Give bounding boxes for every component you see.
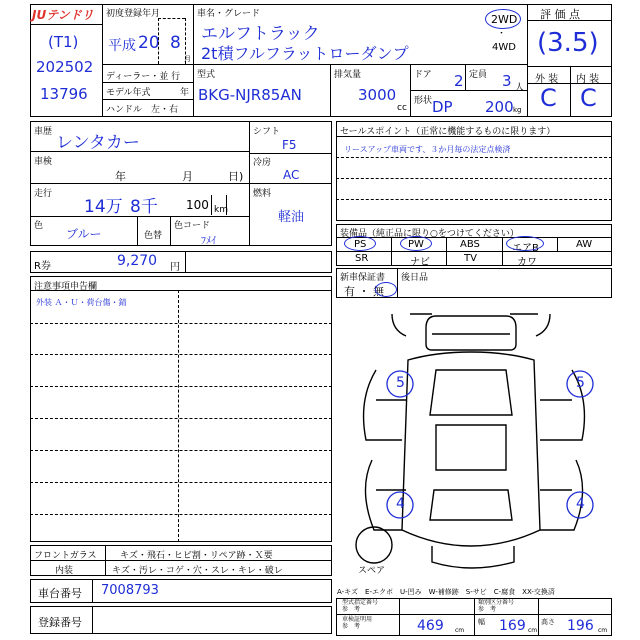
interior-grade-value: C bbox=[580, 84, 597, 112]
model-designation-label: 型式指定番号 参 考 bbox=[342, 599, 379, 613]
rating-value: (3.5) bbox=[537, 28, 599, 58]
interior-label: 内装 bbox=[55, 566, 74, 576]
reg-month: 8 bbox=[170, 33, 181, 53]
color-code-value: ﾌﾒｲ bbox=[201, 236, 216, 247]
front-glass-label: フロントガラス bbox=[34, 551, 97, 561]
capacity-value: 3 bbox=[502, 72, 512, 90]
color-swap-label: 色替 bbox=[144, 231, 163, 241]
equip-abs: ABS bbox=[460, 239, 480, 250]
equip-ps-circle bbox=[344, 236, 376, 251]
height-label: 高さ bbox=[541, 618, 555, 626]
auction-logo: JUテンドリ bbox=[32, 8, 94, 22]
exterior-grade-value: C bbox=[540, 84, 557, 112]
equip-navi: ナビ bbox=[410, 257, 430, 268]
sales-point-line1: リースアップ車両です、３か月毎の法定点検済 bbox=[344, 145, 511, 154]
capacity-unit: 人 bbox=[515, 83, 525, 93]
interior-grade-label: 内 装 bbox=[576, 74, 600, 85]
lane-id: (T1) bbox=[48, 33, 79, 51]
aircon-label: 冷房 bbox=[253, 158, 272, 168]
width-value: 169 bbox=[499, 618, 526, 634]
damage-mark-rear-left: 4 bbox=[396, 496, 405, 512]
recycle-frame bbox=[30, 251, 332, 273]
car-name-line1: エルフトラック bbox=[201, 24, 320, 44]
model-year-label: モデル年式 bbox=[106, 88, 151, 98]
reg-year: 20 bbox=[138, 33, 160, 53]
load-unit: kg bbox=[513, 106, 522, 114]
color-value: ブルー bbox=[66, 227, 102, 241]
recycle-value: 9,270 bbox=[117, 253, 158, 269]
rating-label: 評 価 点 bbox=[540, 8, 580, 21]
height-value: 196 bbox=[567, 618, 594, 634]
color-label: 色 bbox=[34, 221, 44, 231]
length-unit: cm bbox=[455, 627, 465, 634]
damage-mark-front-right: 5 bbox=[576, 375, 585, 391]
recycle-unit: 円 bbox=[170, 262, 180, 273]
history-label: 車歴 bbox=[34, 127, 53, 137]
dealer-label: ディーラー・並 行 bbox=[106, 72, 181, 82]
mileage-hyaku: 100 bbox=[186, 198, 209, 212]
handle-label: ハンドル 左・右 bbox=[106, 105, 179, 115]
displacement-unit: cc bbox=[397, 103, 407, 113]
drive-4wd: 4WD bbox=[492, 42, 516, 53]
car-name-line2: 2t積フルフラットローダンプ bbox=[201, 44, 409, 63]
warranty-circle bbox=[375, 282, 397, 297]
color-code-label: 色コード bbox=[174, 221, 211, 231]
entry-date-id: 202502 bbox=[36, 58, 94, 76]
fuel-label: 燃料 bbox=[253, 189, 272, 199]
mileage-unit: km bbox=[214, 205, 228, 215]
front-glass-value: キズ・飛石・ヒビ割・リペア跡・Ｘ要 bbox=[120, 551, 273, 561]
height-unit: cm bbox=[598, 627, 608, 634]
shift-value: F5 bbox=[282, 138, 297, 152]
doors-value: 2 bbox=[454, 72, 464, 90]
notes-title: 注意事項申告欄 bbox=[34, 282, 98, 292]
equip-leather: カワ bbox=[517, 257, 537, 268]
reg-era: 平成 bbox=[108, 38, 136, 54]
entry-number: 13796 bbox=[40, 85, 88, 103]
mileage-sen: 8千 bbox=[130, 197, 158, 217]
displacement-label: 排気量 bbox=[334, 70, 362, 80]
history-value: レンタカー bbox=[56, 133, 140, 153]
capacity-label: 定員 bbox=[469, 70, 488, 80]
drive-dot: ・ bbox=[497, 29, 507, 39]
first-reg-label: 初度登録年月 bbox=[106, 9, 161, 19]
damage-legend: A-キズ E-エクボ U-凹み W-補修跡 S-サビ C-腐食 XX-交換済 bbox=[337, 588, 555, 596]
shape-value: DP bbox=[432, 98, 453, 116]
chassis-value: 7008793 bbox=[101, 583, 159, 598]
length-value: 469 bbox=[417, 618, 444, 634]
load-value: 200 bbox=[485, 98, 514, 116]
fuel-value: 軽油 bbox=[278, 210, 305, 225]
warranty-label: 新車保証書 bbox=[340, 273, 386, 283]
equip-pw-circle bbox=[400, 236, 432, 251]
car-damage-diagram bbox=[336, 300, 612, 582]
exterior-grade-label: 外 装 bbox=[535, 74, 559, 85]
drive-2wd: 2WD bbox=[491, 13, 518, 26]
width-label: 幅 bbox=[478, 618, 485, 626]
equip-airbag: エアB bbox=[512, 243, 539, 254]
equip-airbag-circle bbox=[506, 236, 544, 251]
model-label: 型式 bbox=[197, 70, 216, 80]
warranty-value: 有 ・ 無 bbox=[344, 285, 384, 298]
model-value: BKG-NJR85AN bbox=[198, 86, 302, 104]
car-name-label: 車名・グレード bbox=[197, 9, 261, 19]
sales-point-title: セールスポイント（正常に機能するものに限ります） bbox=[340, 127, 556, 137]
notes-line1: 外装 Ａ・Ｕ・荷台傷・錆 bbox=[36, 298, 127, 307]
equipment-title: 装備品（純正品に限り○をつけてください） bbox=[340, 229, 519, 239]
model-year-unit: 年 bbox=[180, 88, 190, 98]
inspection-label: 車検 bbox=[34, 157, 53, 167]
aircon-value: AC bbox=[283, 168, 300, 182]
doors-label: ドア bbox=[414, 70, 432, 80]
equip-ps: PS bbox=[354, 239, 367, 250]
damage-mark-rear-right: 4 bbox=[576, 496, 585, 512]
equip-aw: AW bbox=[576, 239, 593, 250]
notes-frame bbox=[30, 276, 332, 542]
mileage-label: 走行 bbox=[34, 189, 53, 199]
equip-sr: SR bbox=[355, 253, 369, 264]
displacement-value: 3000 bbox=[358, 86, 397, 104]
reg-month-unit: 月 bbox=[184, 55, 191, 63]
equip-pw: PW bbox=[408, 239, 424, 250]
registration-label: 登録番号 bbox=[38, 616, 82, 629]
later-items-label: 後日品 bbox=[401, 273, 429, 283]
length-label: 車検証明用 参 考 bbox=[342, 616, 373, 630]
inspection-day: 日) bbox=[228, 170, 244, 183]
inspection-month: 月 bbox=[182, 170, 193, 183]
class-number-label: 類別区分番号 参 考 bbox=[478, 599, 515, 613]
interior-value: キズ・汚レ・コゲ・穴・スレ・キレ・破レ bbox=[112, 566, 283, 576]
damage-mark-front-left: 5 bbox=[396, 375, 405, 391]
equip-tv: TV bbox=[464, 253, 477, 264]
chassis-label: 車台番号 bbox=[38, 587, 82, 600]
inspection-year: 年 bbox=[115, 170, 126, 183]
shape-label: 形状 bbox=[414, 96, 433, 106]
mileage-man: 14万 bbox=[84, 197, 123, 217]
spare-label: スペア bbox=[358, 566, 386, 576]
width-unit: cm bbox=[528, 627, 538, 634]
recycle-label: R券 bbox=[34, 261, 51, 272]
shift-label: シフト bbox=[253, 127, 281, 137]
